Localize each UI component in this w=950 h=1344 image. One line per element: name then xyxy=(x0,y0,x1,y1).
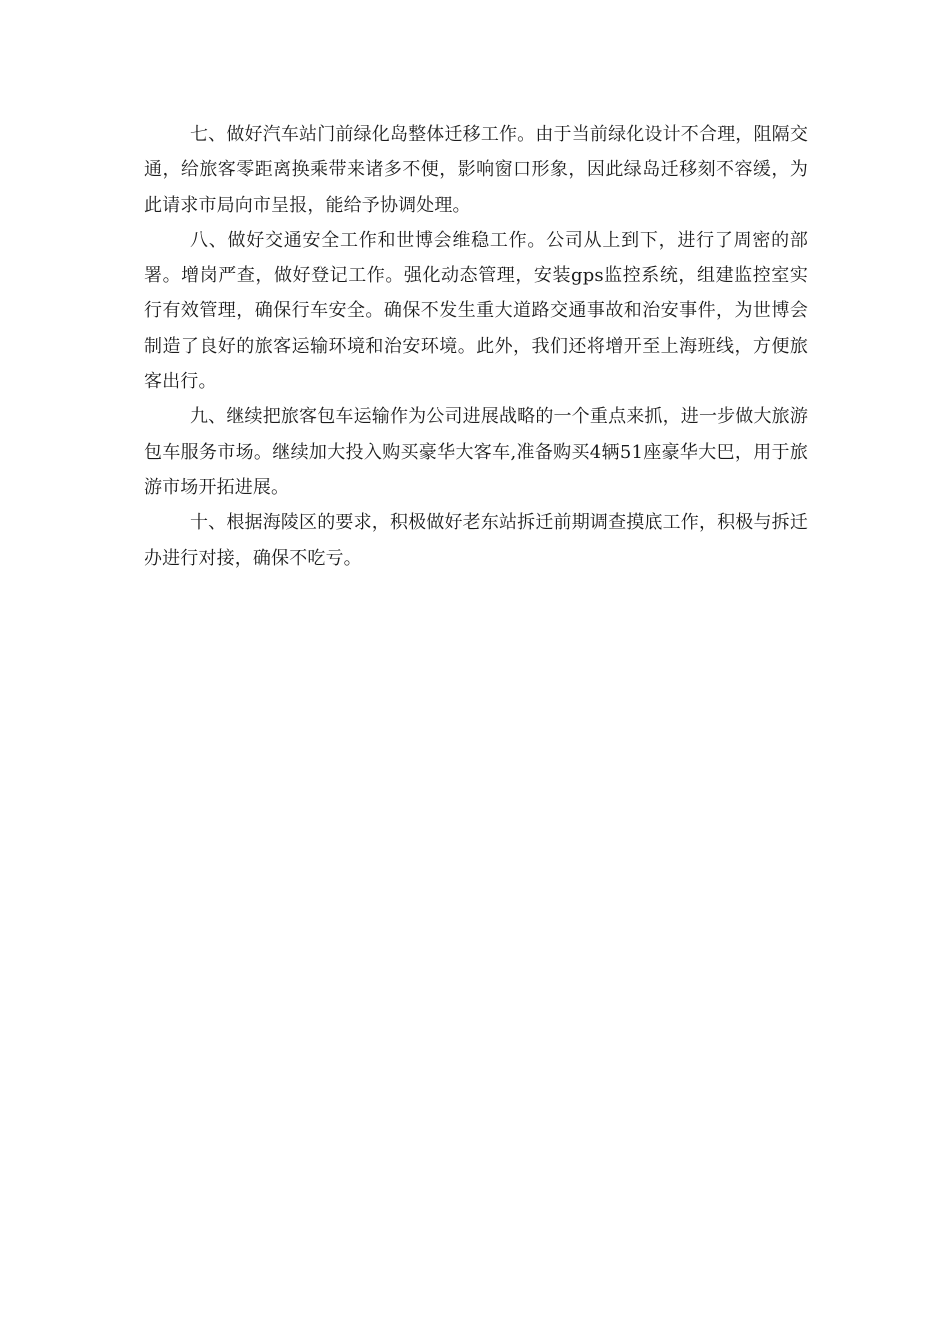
paragraph-9: 九、继续把旅客包车运输作为公司进展战略的一个重点来抓，进一步做大旅游包车服务市场。继续加大投入购买豪华大客车,准备购买4辆51座豪华大巴，用于旅游市场开拓进展。 xyxy=(144,406,808,498)
paragraph-8: 八、做好交通安全工作和世博会维稳工作。公司从上到下，进行了周密的部署。增岗严查，做好登记工作。强化动态管理，安装gps监控系统，组建监控室实行有效管理，确保行车安全。确保不发生重大道路交通事故和治安事件，为世博会制造了良好的旅客运输环境和治安环境。此外，我们还将增开至上海班线，方便旅客出行。 xyxy=(144,229,808,393)
document-body xyxy=(144,117,808,576)
paragraph-7: 七、做好汽车站门前绿化岛整体迁移工作。由于当前绿化设计不合理，阻隔交通，给旅客零距离换乘带来诸多不便，影响窗口形象，因此绿岛迁移刻不容缓，为此请求市局向市呈报，能给予协调处理。 xyxy=(144,124,808,216)
paragraph-10: 十、根据海陵区的要求，积极做好老东站拆迁前期调查摸底工作，积极与拆迁办进行对接，确保不吃亏。 xyxy=(144,512,808,569)
